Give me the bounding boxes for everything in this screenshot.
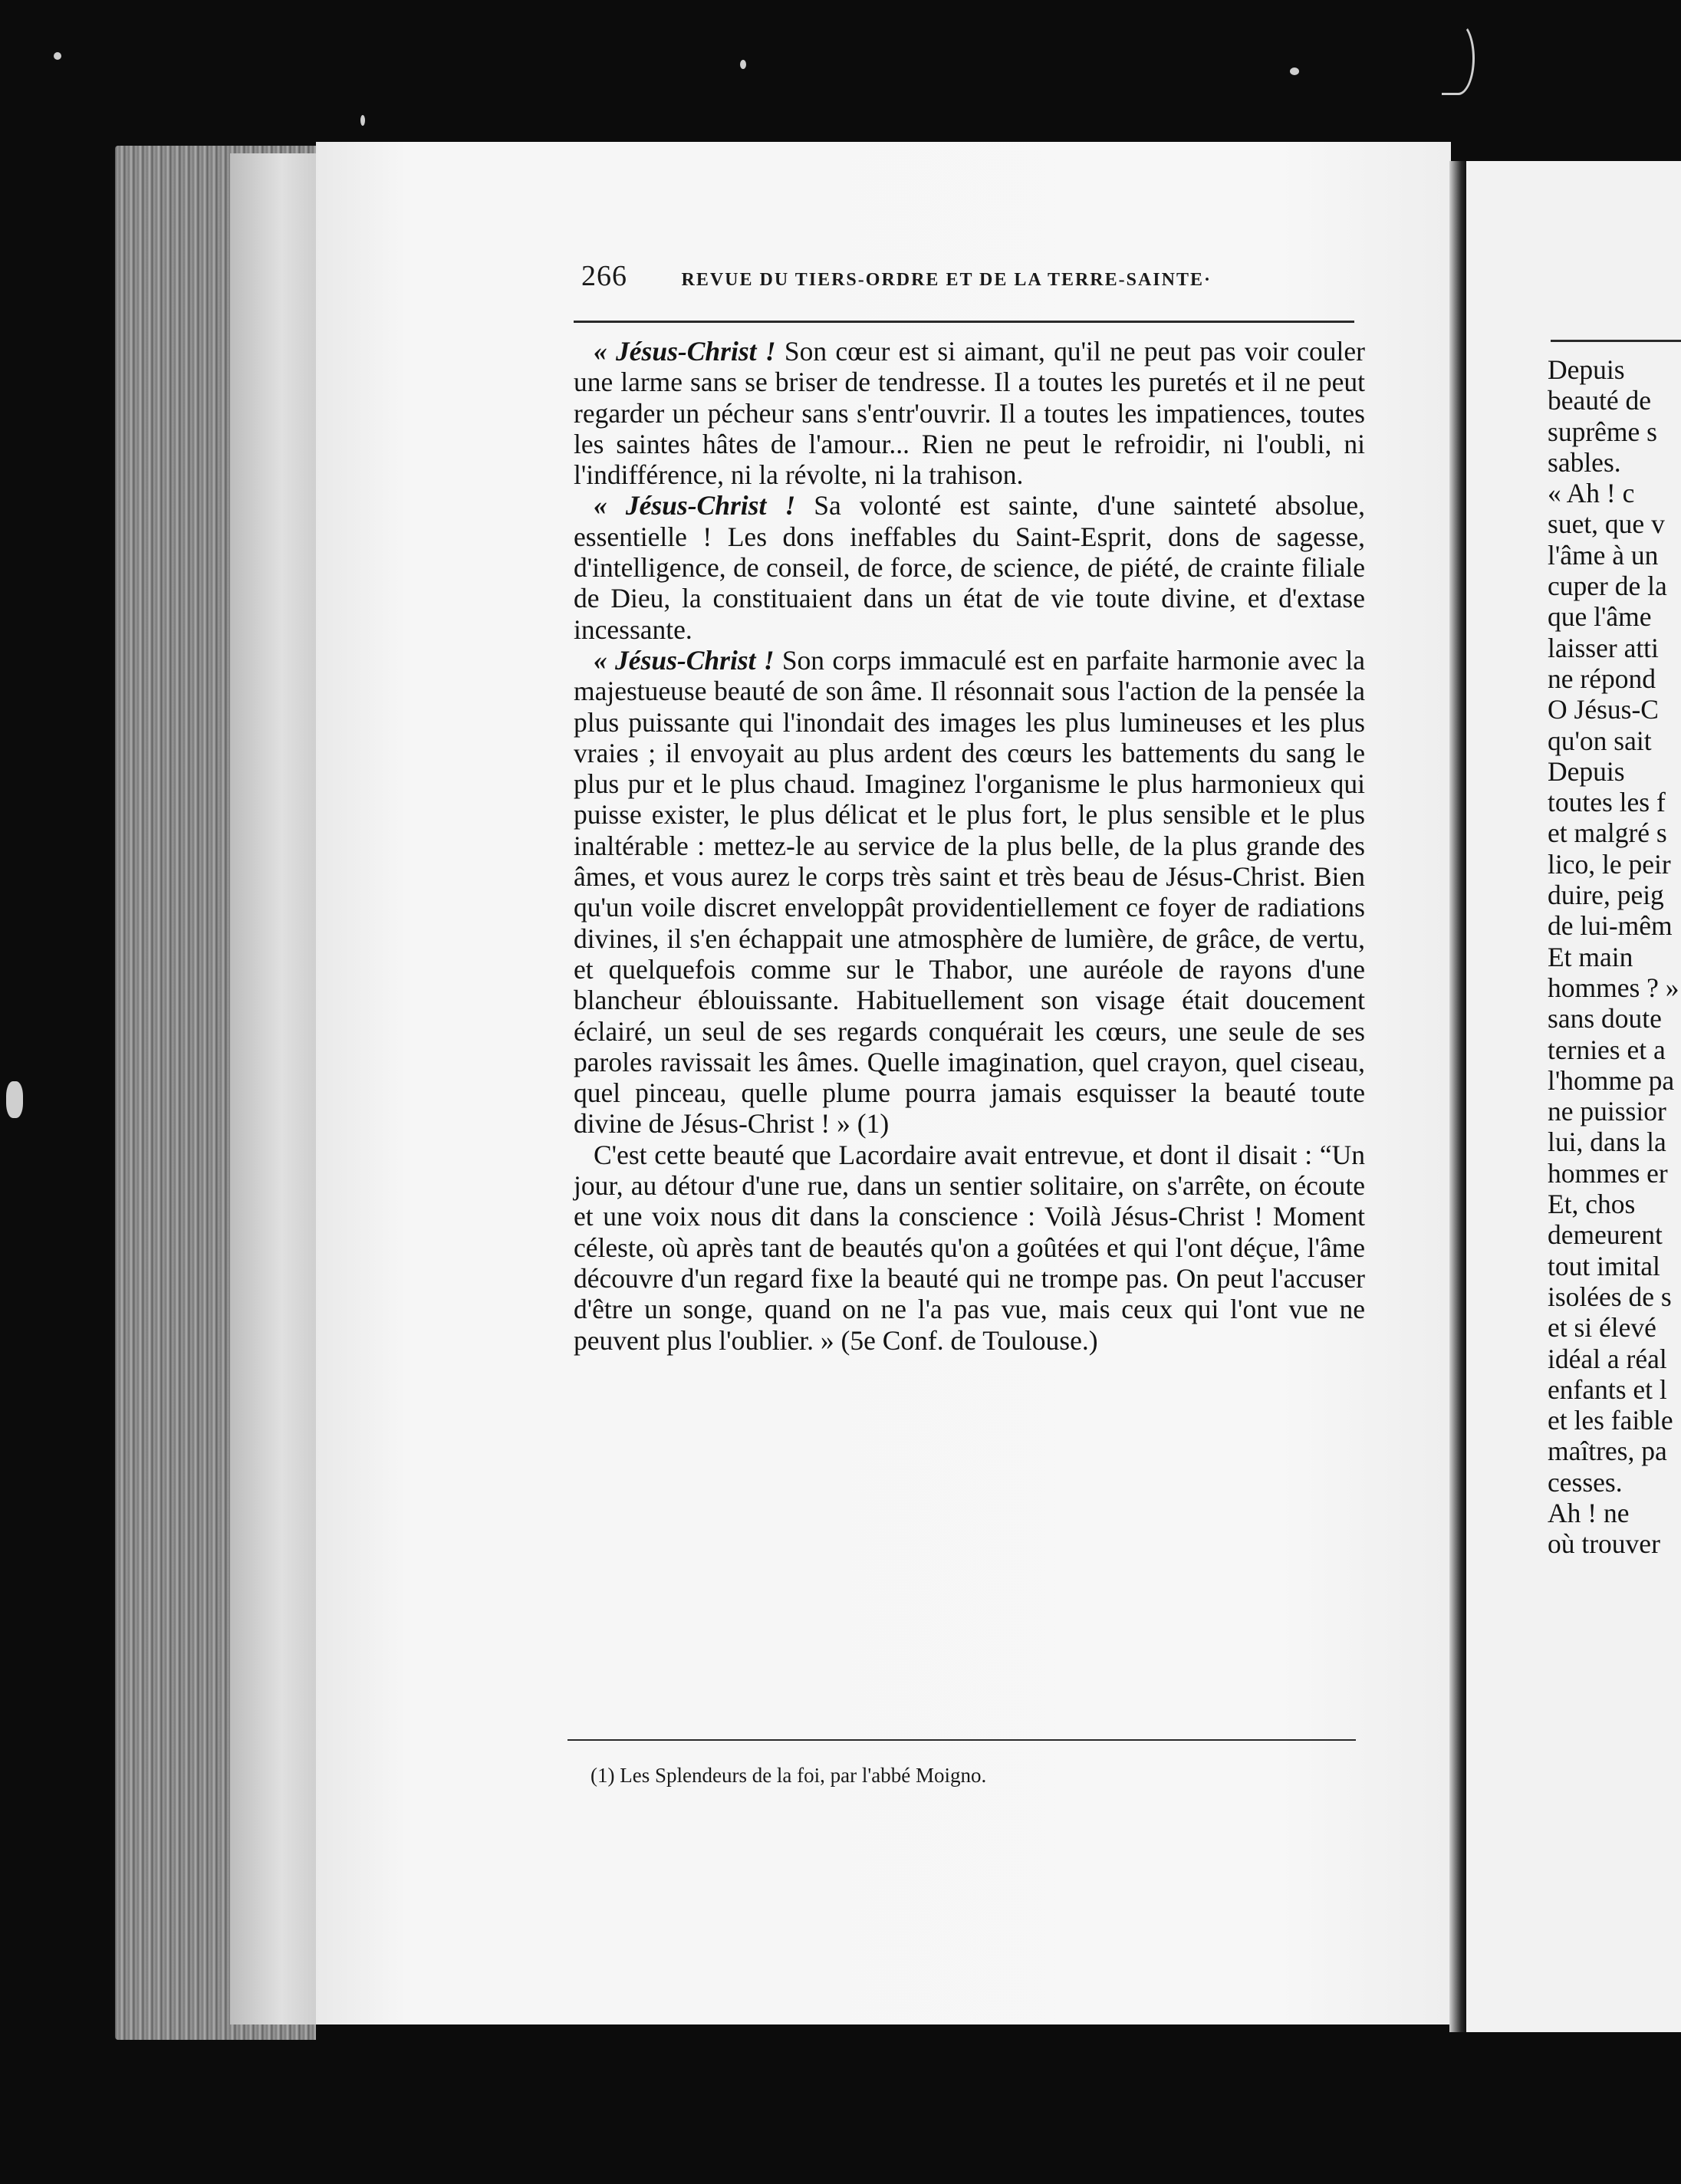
header-rule	[574, 321, 1354, 323]
footnote: (1) Les Splendeurs de la foi, par l'abbé Moigno.	[590, 1764, 987, 1787]
right-page-line: sables.	[1548, 446, 1621, 478]
paragraph-body: Son cœur est si aimant, qu'il ne peut pas voir couler une larme sans se briser de tendresse. Il a toutes les puretés et il ne peut regarder un pécheur sans s'entr'ouvrir. Il a toutes les impatiences, toutes les saintes hâtes de l'amour... Rien ne peut le refroidir, ni l'oubli, ni l'indifférence, ni la révolte, ni la trahison.	[574, 336, 1365, 491]
book-gutter	[1449, 161, 1466, 2032]
right-page-line: sans doute	[1548, 1003, 1662, 1034]
right-page-line: toutes les f	[1548, 787, 1666, 818]
right-page-line: qu'on sait	[1548, 725, 1652, 756]
right-page-line: ne répond	[1548, 663, 1656, 694]
right-page-line: et malgré s	[1548, 817, 1667, 849]
right-page-line: « Ah ! c	[1548, 478, 1635, 509]
running-title: REVUE DU TIERS-ORDRE ET DE LA TERRE-SAINTE·	[681, 270, 1212, 290]
dust-speck	[740, 60, 746, 69]
paragraph-3	[574, 645, 1365, 1140]
paragraph-body: Son corps immaculé est en parfaite harmonie avec la majestueuse beauté de son âme. Il résonnait sous l'action de la pensée la plus puissante qui l'inondait des images les plus lumineuses et les plus vraies ; il envoyait au plus ardent des cœurs les battements du sang le plus pur et le plus chaud. Imaginez l'organisme le plus harmonieux qui puisse exister, le plus délicat et le plus fort, le plus sensible et le plus inaltérable : mettez-le au service de la plus belle, de la plus grande des âmes, et vous aurez le corps très saint et très beau de Jésus-Christ. Bien qu'un voile discret enveloppât providentiellement ce foyer de radiations divines, il s'en échappait une atmosphère de lumière, de grâce, de vertu, et quelquefois comme sur le Thabor, une auréole de rayons d'une blancheur éblouissante. Habituellement son visage était doucement éclairé, un seul de ses regards conquérait les cœurs, une seule de ses paroles ravissait les âmes. Quelle imagination, quel crayon, quel ciseau, quel pinceau, quelle plume pourra jamais esquisser la beauté toute divine de Jésus-Christ ! » (1)	[574, 644, 1366, 1140]
right-page-line: lico, le peir	[1548, 848, 1671, 880]
right-page-line: Depuis	[1548, 354, 1625, 385]
right-page-line: et les faible	[1548, 1405, 1673, 1436]
dust-speck	[6, 1081, 23, 1118]
footnote-rule	[567, 1739, 1356, 1741]
right-page-line: Et, chos	[1548, 1189, 1636, 1220]
right-page-line: O Jésus-C	[1548, 694, 1659, 725]
right-page-line: idéal a réal	[1548, 1343, 1667, 1374]
right-page-line: Et main	[1548, 941, 1633, 972]
page-number: 266	[581, 260, 627, 292]
right-page-line: demeurent	[1548, 1219, 1663, 1251]
paragraph-lead: « Jésus-Christ !	[594, 336, 776, 367]
right-page-line: de lui-mêm	[1548, 910, 1673, 942]
right-page-line: l'homme pa	[1548, 1064, 1675, 1096]
page-header	[581, 259, 1356, 293]
right-page-line: que l'âme	[1548, 601, 1652, 633]
right-page-text	[1548, 354, 1681, 1560]
right-page-line: isolées de s	[1548, 1281, 1672, 1312]
right-page-line: tout imital	[1548, 1250, 1660, 1281]
paragraph-lead: « Jésus-Christ !	[594, 490, 796, 521]
right-page-line: lui, dans la	[1548, 1127, 1666, 1158]
paragraph-1	[574, 336, 1365, 490]
paragraph-4	[574, 1140, 1365, 1356]
right-page-line: cuper de la	[1548, 571, 1667, 602]
right-page-line: où trouver	[1548, 1528, 1660, 1560]
right-page-line: Depuis	[1548, 755, 1625, 787]
right-page-line: suet, que v	[1548, 508, 1665, 540]
right-page-line: et si élevé	[1548, 1312, 1656, 1344]
right-page-line: maîtres, pa	[1548, 1436, 1667, 1467]
dust-speck	[1290, 67, 1299, 75]
right-page-header-rule	[1551, 340, 1681, 342]
page-stack-light-edge	[230, 153, 316, 2024]
right-page-line: hommes er	[1548, 1157, 1668, 1189]
paragraph-2	[574, 490, 1365, 644]
right-page-line: hommes ? »	[1548, 972, 1679, 1003]
paragraph-lead: « Jésus-Christ !	[594, 644, 775, 676]
dust-hair	[1442, 21, 1475, 95]
right-page-line: Ah ! ne	[1548, 1497, 1630, 1528]
right-page-line: l'âme à un	[1548, 539, 1659, 571]
dust-speck	[360, 115, 365, 126]
body-text	[574, 336, 1365, 1356]
right-page-line: ne puissior	[1548, 1096, 1666, 1127]
paragraph-body: C'est cette beauté que Lacordaire avait entrevue, et dont il disait : “Un jour, au détour d'une rue, dans un sentier solitaire, on s'arrête, on écoute et une voix nous dit dans la conscience : Voilà Jésus-Christ ! Moment céleste, où après tant de beautés qu'on a goûtées et qui l'ont déçue, l'âme découvre d'un regard fixe la beauté qui ne trompe pas. On peut l'accuser d'être un songe, quand on ne l'a pas vue, mais ceux qui l'ont vue ne peuvent plus l'oublier. » (5e Conf. de Toulouse.)	[574, 1139, 1365, 1356]
right-page-line: suprême s	[1548, 416, 1657, 447]
right-page-line: ternies et a	[1548, 1034, 1666, 1065]
right-page-line: duire, peig	[1548, 880, 1664, 911]
right-page-line: cesses.	[1548, 1466, 1623, 1498]
dust-speck	[54, 52, 61, 60]
right-page-line: enfants et l	[1548, 1373, 1667, 1405]
right-page-line: beauté de	[1548, 385, 1652, 416]
right-page-line: laisser atti	[1548, 632, 1659, 663]
paragraph-body: Sa volonté est sainte, d'une sainteté absolue, essentielle ! Les dons ineffables du Saint-Esprit, dons de sagesse, d'intelligence, de conseil, de force, de science, de piété, de crainte filiale de Dieu, la constituaient dans un état de vie toute divine, et d'extase incessante.	[574, 490, 1365, 645]
